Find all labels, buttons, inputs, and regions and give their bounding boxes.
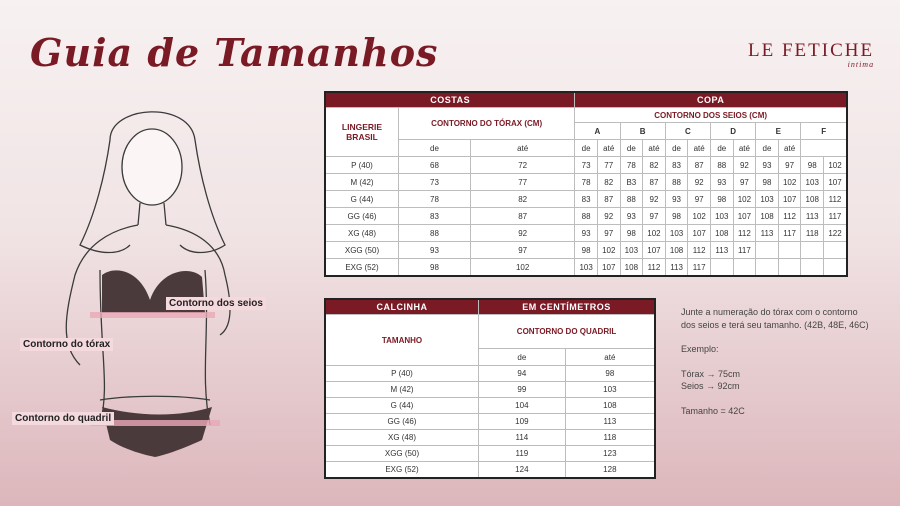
value-cell bbox=[801, 259, 824, 277]
body-illustration bbox=[40, 95, 270, 465]
value-cell: 83 bbox=[665, 157, 688, 174]
header-lingerie: LINGERIE BRASIL bbox=[325, 108, 399, 157]
panty-size-table bbox=[324, 298, 656, 479]
value-cell: 97 bbox=[733, 174, 756, 191]
value-cell: 124 bbox=[479, 462, 566, 479]
value-cell: 97 bbox=[597, 225, 620, 242]
value-cell: 112 bbox=[733, 225, 756, 242]
table-row bbox=[325, 174, 847, 191]
value-cell: 83 bbox=[575, 191, 598, 208]
table-row bbox=[325, 259, 847, 277]
brand-tagline: intima bbox=[847, 60, 875, 69]
size-cell: XG (48) bbox=[325, 225, 399, 242]
value-cell: 112 bbox=[688, 242, 711, 259]
table-row bbox=[325, 398, 655, 414]
value-cell: B3 bbox=[620, 174, 643, 191]
value-cell: 98 bbox=[801, 157, 824, 174]
de-label: de bbox=[575, 140, 598, 157]
size-cell: P (40) bbox=[325, 366, 479, 382]
value-cell: 112 bbox=[824, 191, 847, 208]
value-cell: 98 bbox=[620, 225, 643, 242]
label-hip: Contorno do quadril bbox=[12, 412, 114, 425]
value-cell: 117 bbox=[733, 242, 756, 259]
size-cell: EXG (52) bbox=[325, 259, 399, 277]
size-cell: EXG (52) bbox=[325, 462, 479, 479]
value-cell: 97 bbox=[470, 242, 574, 259]
value-cell: 103 bbox=[710, 208, 733, 225]
header-contorno-seios: CONTORNO DOS SEIOS (CM) bbox=[575, 108, 847, 123]
header-contorno-torax: CONTORNO DO TÓRAX (CM) bbox=[399, 108, 575, 140]
value-cell: 113 bbox=[710, 242, 733, 259]
value-cell: 108 bbox=[665, 242, 688, 259]
value-cell: 107 bbox=[778, 191, 801, 208]
value-cell: 118 bbox=[801, 225, 824, 242]
value-cell: 97 bbox=[778, 157, 801, 174]
value-cell: 108 bbox=[565, 398, 655, 414]
header-ate: até bbox=[565, 349, 655, 366]
value-cell: 103 bbox=[575, 259, 598, 277]
value-cell: 83 bbox=[399, 208, 471, 225]
ate-label: até bbox=[778, 140, 801, 157]
value-cell: 109 bbox=[479, 414, 566, 430]
ate-label: até bbox=[470, 140, 574, 157]
value-cell: 107 bbox=[597, 259, 620, 277]
value-cell: 108 bbox=[620, 259, 643, 277]
cup-header: D bbox=[710, 123, 755, 140]
value-cell bbox=[824, 259, 847, 277]
header-costas: COSTAS bbox=[325, 92, 575, 108]
value-cell: 112 bbox=[643, 259, 666, 277]
value-cell bbox=[778, 259, 801, 277]
value-cell bbox=[756, 242, 779, 259]
value-cell: 82 bbox=[597, 174, 620, 191]
header-calcinha: CALCINHA bbox=[325, 299, 479, 315]
de-label: de bbox=[756, 140, 779, 157]
cup-header: B bbox=[620, 123, 665, 140]
value-cell: 97 bbox=[688, 191, 711, 208]
table-row bbox=[325, 382, 655, 398]
value-cell: 87 bbox=[470, 208, 574, 225]
value-cell: 108 bbox=[710, 225, 733, 242]
size-cell: XGG (50) bbox=[325, 242, 399, 259]
value-cell: 113 bbox=[565, 414, 655, 430]
table-row bbox=[325, 462, 655, 479]
value-cell: 108 bbox=[756, 208, 779, 225]
value-cell: 102 bbox=[643, 225, 666, 242]
table-row bbox=[325, 242, 847, 259]
header-copa: COPA bbox=[575, 92, 847, 108]
value-cell: 102 bbox=[733, 191, 756, 208]
value-cell: 94 bbox=[479, 366, 566, 382]
value-cell bbox=[824, 242, 847, 259]
value-cell: 114 bbox=[479, 430, 566, 446]
value-cell: 97 bbox=[643, 208, 666, 225]
table-row bbox=[325, 430, 655, 446]
cup-header: E bbox=[756, 123, 801, 140]
value-cell bbox=[778, 242, 801, 259]
table-row bbox=[325, 225, 847, 242]
bra-size-table bbox=[324, 91, 848, 277]
value-cell: 93 bbox=[399, 242, 471, 259]
cup-header: A bbox=[575, 123, 620, 140]
de-label: de bbox=[710, 140, 733, 157]
size-cell: G (44) bbox=[325, 191, 399, 208]
value-cell: 117 bbox=[688, 259, 711, 277]
value-cell: 99 bbox=[479, 382, 566, 398]
value-cell: 119 bbox=[479, 446, 566, 462]
table-row bbox=[325, 157, 847, 174]
table-row bbox=[325, 414, 655, 430]
value-cell: 92 bbox=[643, 191, 666, 208]
value-cell: 107 bbox=[733, 208, 756, 225]
value-cell: 103 bbox=[620, 242, 643, 259]
value-cell: 93 bbox=[575, 225, 598, 242]
value-cell: 92 bbox=[470, 225, 574, 242]
value-cell: 128 bbox=[565, 462, 655, 479]
table-row bbox=[325, 208, 847, 225]
value-cell: 93 bbox=[620, 208, 643, 225]
value-cell: 123 bbox=[565, 446, 655, 462]
size-cell: XGG (50) bbox=[325, 446, 479, 462]
value-cell bbox=[756, 259, 779, 277]
note-result: Tamanho = 42C bbox=[681, 405, 745, 416]
value-cell: 102 bbox=[597, 242, 620, 259]
brand-logo bbox=[748, 40, 875, 69]
value-cell: 88 bbox=[620, 191, 643, 208]
value-cell: 87 bbox=[643, 174, 666, 191]
value-cell: 77 bbox=[597, 157, 620, 174]
value-cell: 103 bbox=[801, 174, 824, 191]
value-cell: 93 bbox=[710, 174, 733, 191]
value-cell: 98 bbox=[399, 259, 471, 277]
note-intro: Junte a numeração do tórax com o contorno dos seios e terá seu tamanho. (42B, 48E, 46C) bbox=[681, 307, 869, 330]
value-cell: 92 bbox=[733, 157, 756, 174]
value-cell: 82 bbox=[470, 191, 574, 208]
value-cell: 103 bbox=[665, 225, 688, 242]
value-cell: 78 bbox=[620, 157, 643, 174]
value-cell: 78 bbox=[399, 191, 471, 208]
value-cell: 102 bbox=[470, 259, 574, 277]
header-de: de bbox=[479, 349, 566, 366]
ate-label: até bbox=[597, 140, 620, 157]
header-contorno-quadril: CONTORNO DO QUADRIL bbox=[479, 315, 656, 349]
value-cell: 78 bbox=[575, 174, 598, 191]
value-cell: 87 bbox=[688, 157, 711, 174]
de-ate-row bbox=[325, 140, 847, 157]
value-cell: 88 bbox=[399, 225, 471, 242]
value-cell: 98 bbox=[575, 242, 598, 259]
size-cell: P (40) bbox=[325, 157, 399, 174]
cup-header: C bbox=[665, 123, 710, 140]
header-tamanho: TAMANHO bbox=[325, 315, 479, 366]
value-cell: 113 bbox=[665, 259, 688, 277]
value-cell: 98 bbox=[665, 208, 688, 225]
value-cell: 107 bbox=[643, 242, 666, 259]
instructions bbox=[681, 306, 871, 417]
ate-label: até bbox=[643, 140, 666, 157]
value-cell: 82 bbox=[643, 157, 666, 174]
value-cell: 73 bbox=[399, 174, 471, 191]
value-cell: 102 bbox=[688, 208, 711, 225]
note-example: Exemplo: bbox=[681, 344, 719, 354]
size-cell: XG (48) bbox=[325, 430, 479, 446]
size-cell: M (42) bbox=[325, 174, 399, 191]
value-cell: 92 bbox=[688, 174, 711, 191]
value-cell: 98 bbox=[710, 191, 733, 208]
value-cell: 92 bbox=[597, 208, 620, 225]
size-cell: G (44) bbox=[325, 398, 479, 414]
ate-label: até bbox=[733, 140, 756, 157]
value-cell: 98 bbox=[756, 174, 779, 191]
label-bust: Contorno dos seios bbox=[166, 297, 266, 310]
value-cell: 103 bbox=[565, 382, 655, 398]
header-em-cm: EM CENTÍMETROS bbox=[479, 299, 656, 315]
de-label: de bbox=[399, 140, 471, 157]
value-cell: 77 bbox=[470, 174, 574, 191]
value-cell: 108 bbox=[801, 191, 824, 208]
de-label: de bbox=[665, 140, 688, 157]
value-cell bbox=[710, 259, 733, 277]
value-cell: 113 bbox=[756, 225, 779, 242]
size-cell: GG (46) bbox=[325, 414, 479, 430]
size-cell: M (42) bbox=[325, 382, 479, 398]
table-row bbox=[325, 366, 655, 382]
value-cell: 88 bbox=[710, 157, 733, 174]
value-cell: 102 bbox=[824, 157, 847, 174]
value-cell: 112 bbox=[778, 208, 801, 225]
value-cell: 103 bbox=[756, 191, 779, 208]
note-seios: Seios → 92cm bbox=[681, 381, 740, 391]
note-torax: Tórax → 75cm bbox=[681, 368, 741, 379]
value-cell: 117 bbox=[824, 208, 847, 225]
value-cell: 118 bbox=[565, 430, 655, 446]
value-cell bbox=[801, 242, 824, 259]
value-cell: 93 bbox=[665, 191, 688, 208]
value-cell: 87 bbox=[597, 191, 620, 208]
value-cell: 102 bbox=[778, 174, 801, 191]
brand-name: LE FETICHE bbox=[748, 40, 875, 61]
size-cell: GG (46) bbox=[325, 208, 399, 225]
value-cell bbox=[733, 259, 756, 277]
value-cell: 104 bbox=[479, 398, 566, 414]
ate-label: até bbox=[688, 140, 711, 157]
table-row bbox=[325, 446, 655, 462]
de-label: de bbox=[620, 140, 643, 157]
page-title: Guia de Tamanhos bbox=[30, 30, 439, 75]
value-cell: 88 bbox=[665, 174, 688, 191]
panty-shape bbox=[102, 407, 212, 457]
value-cell: 122 bbox=[824, 225, 847, 242]
label-torax: Contorno do tórax bbox=[20, 338, 113, 351]
value-cell: 107 bbox=[688, 225, 711, 242]
value-cell: 72 bbox=[470, 157, 574, 174]
value-cell: 68 bbox=[399, 157, 471, 174]
value-cell: 98 bbox=[565, 366, 655, 382]
value-cell: 93 bbox=[756, 157, 779, 174]
value-cell: 113 bbox=[801, 208, 824, 225]
table-row bbox=[325, 191, 847, 208]
value-cell: 73 bbox=[575, 157, 598, 174]
value-cell: 107 bbox=[824, 174, 847, 191]
cup-header: F bbox=[801, 123, 847, 140]
value-cell: 117 bbox=[778, 225, 801, 242]
value-cell: 88 bbox=[575, 208, 598, 225]
